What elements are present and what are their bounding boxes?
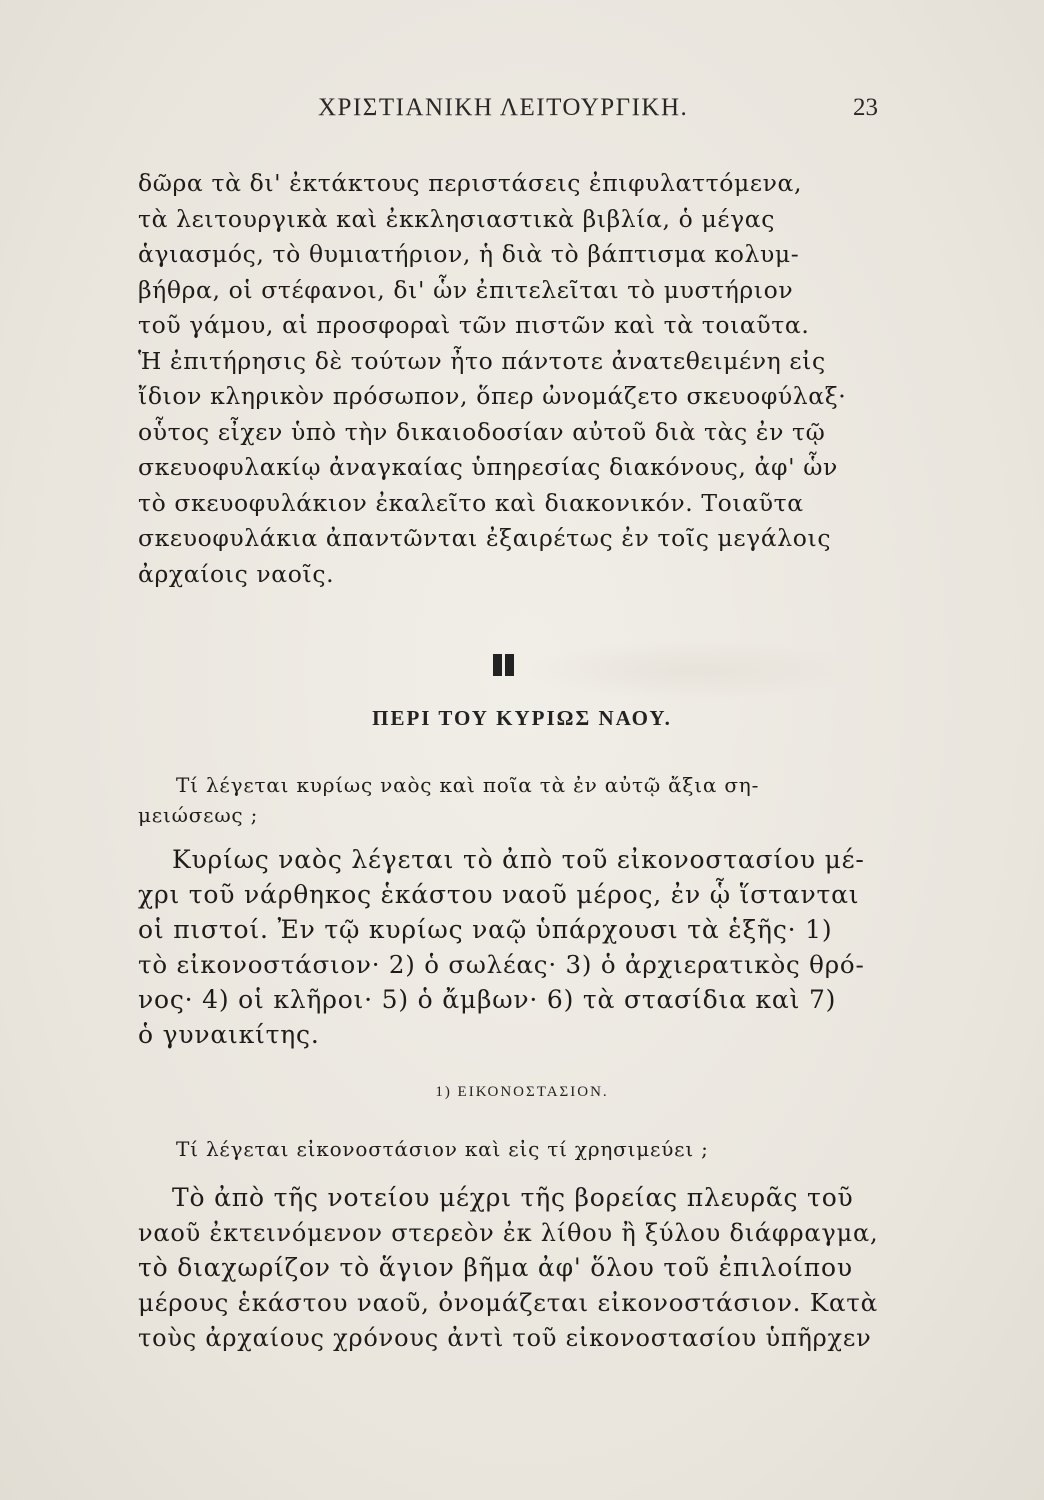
text-line: σκευοφυλακίῳ ἀναγκαίας ὑπηρεσίας διακόνους, ἀφ' ὧν [138, 453, 838, 481]
page-header [318, 94, 878, 130]
text-line: Ἡ ἐπιτήρησις δὲ τούτων ἦτο πάντοτε ἀνατεθειμένη εἰς [138, 346, 826, 375]
numeral-stroke [505, 654, 514, 676]
answer-line: μέρους ἑκάστου ναοῦ, ὀνομάζεται εἰκονοστάσιον. Κατὰ [138, 1288, 878, 1317]
answer-line: νος· 4) οἱ κλῆροι· 5) ὁ ἄμβων· 6) τὰ στασίδια καὶ 7) [138, 985, 837, 1014]
section-title: ΠΕΡΙ ΤΟΥ ΚΥΡΙΩΣ ΝΑΟΥ. [372, 706, 672, 730]
answer-line: τοὺς ἀρχαίους χρόνους ἀντὶ τοῦ εἰκονοστασίου ὑπῆρχεν [138, 1324, 872, 1352]
paper-stain [520, 640, 860, 700]
text-line: τοῦ γάμου, αἱ προσφοραὶ τῶν πιστῶν καὶ τὰ τοιαῦτα. [138, 311, 810, 339]
answer-line: τὸ εἰκονοστάσιον· 2) ὁ σωλέας· 3) ὁ ἀρχιερατικὸς θρό- [138, 950, 865, 979]
answer-line: οἱ πιστοί. Ἐν τῷ κυρίως ναῷ ὑπάρχουσι τὰ ἑξῆς· 1) [138, 915, 833, 944]
section-number [493, 654, 515, 676]
text-line: ἴδιον κληρικὸν πρόσωπον, ὅπερ ὠνομάζετο σκευοφύλαξ· [138, 382, 847, 410]
answer-line: τὸ διαχωρίζον τὸ ἅγιον βῆμα ἀφ' ὅλου τοῦ ἐπιλοίπου [138, 1253, 853, 1282]
text-line: ἁγιασμός, τὸ θυμιατήριον, ἡ διὰ τὸ βάπτισμα κολυμ- [138, 240, 800, 268]
answer-line: ναοῦ ἐκτεινόμενον στερεὸν ἐκ λίθου ἢ ξύλου διάφραγμα, [138, 1219, 879, 1247]
question-line: Τί λέγεται κυρίως ναὸς καὶ ποῖα τὰ ἐν αὐτῷ ἄξια ση- [176, 773, 760, 797]
answer-line: Κυρίως ναὸς λέγεται τὸ ἀπὸ τοῦ εἰκονοστασίου μέ- [172, 845, 865, 874]
text-line: τὰ λειτουργικὰ καὶ ἐκκλησιαστικὰ βιβλία, ὁ μέγας [138, 204, 776, 233]
text-line: σκευοφυλάκια ἀπαντῶνται ἐξαιρέτως ἐν τοῖς μεγάλοις [138, 524, 832, 552]
numeral-stroke [493, 654, 502, 676]
text-line: τὸ σκευοφυλάκιον ἐκαλεῖτο καὶ διακονικόν. Τοιαῦτα [138, 488, 804, 517]
question-line: Τί λέγεται εἰκονοστάσιον καὶ εἰς τί χρησιμεύει ; [176, 1137, 709, 1161]
text-line: οὗτος εἶχεν ὑπὸ τὴν δικαιοδοσίαν αὐτοῦ διὰ τὰς ἐν τῷ [138, 417, 826, 446]
subsection-title: 1) ΕΙΚΟΝΟΣΤΑΣΙΟΝ. [435, 1084, 609, 1100]
page-number: 23 [853, 94, 878, 121]
text-line: βήθρα, οἱ στέφανοι, δι' ὧν ἐπιτελεῖται τὸ μυστήριον [138, 275, 794, 304]
running-head: ΧΡΙΣΤΙΑΝΙΚΗ ΛΕΙΤΟΥΡΓΙΚΗ. [318, 94, 689, 121]
answer-line: ὁ γυναικίτης. [138, 1020, 320, 1049]
question-line: μειώσεως ; [138, 803, 259, 827]
text-line: ἀρχαίοις ναοῖς. [138, 559, 335, 588]
text-line: δῶρα τὰ δι' ἐκτάκτους περιστάσεις ἐπιφυλαττόμενα, [138, 169, 803, 197]
answer-line: χρι τοῦ νάρθηκος ἑκάστου ναοῦ μέρος, ἐν ᾧ ἵστανται [138, 880, 860, 909]
answer-line: Τὸ ἀπὸ τῆς νοτείου μέχρι τῆς βορείας πλευρᾶς τοῦ [172, 1183, 854, 1212]
